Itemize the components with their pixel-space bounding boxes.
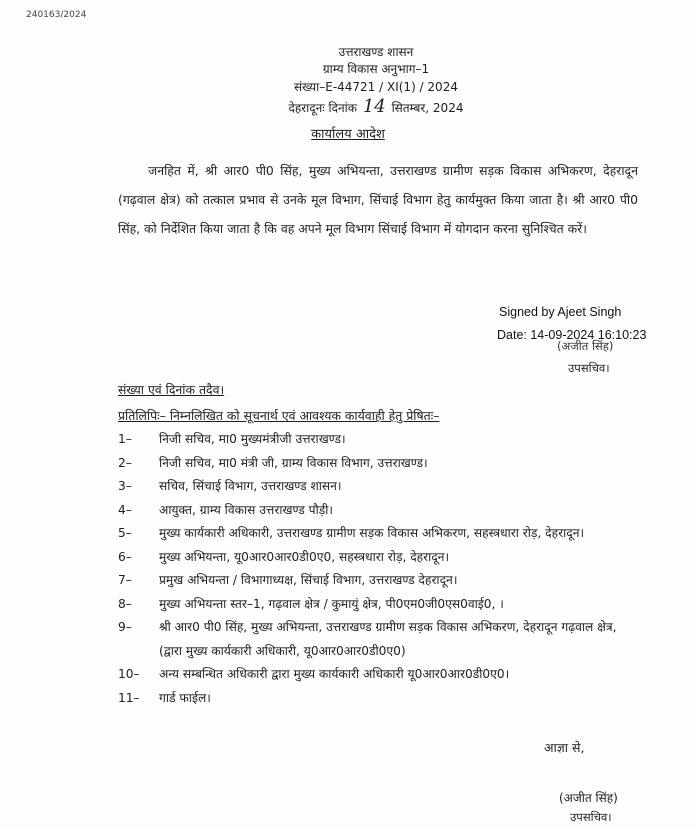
document-reference-number: 240163/2024: [26, 10, 87, 20]
digital-signature-name: Signed by Ajeet Singh: [499, 305, 622, 319]
list-item-number: 6–: [118, 549, 132, 564]
list-item: [118, 616, 638, 663]
document-title: कार्यालय आदेश: [311, 127, 385, 142]
date-day-handwritten: 14: [362, 96, 386, 117]
list-item-number: 1–: [118, 432, 132, 446]
list-item-number: 9–: [118, 620, 132, 634]
list-item-text: मुख्य अभियन्ता, यू0आर0आर0डी0ए0, सहस्त्रधारा रोड़, देहरादून।: [159, 549, 450, 564]
list-item-number: 5–: [118, 526, 132, 540]
list-item-number: 2–: [118, 455, 132, 470]
list-item: [118, 663, 638, 687]
header-letter-number: संख्या–E-44721 / XI(1) / 2024: [294, 80, 458, 94]
list-item-number: 4–: [118, 502, 132, 517]
list-item: [118, 569, 638, 593]
list-item: [118, 428, 638, 452]
list-item-text: सचिव, सिंचाई विभाग, उत्तराखण्ड शासन।: [159, 479, 342, 493]
list-item-text: प्रमुख अभियन्ता / विभागाध्यक्ष, सिंचाई विभाग, उत्तराखण्ड देहरादून।: [159, 573, 458, 587]
header-section: ग्राम्य विकास अनुभाग–1: [322, 62, 430, 76]
list-item-number: 8–: [118, 596, 132, 611]
list-item-number: 3–: [118, 479, 132, 493]
order-text: जनहित में, श्री आर0 पी0 सिंह, मुख्य अभियन्ता, उत्तराखण्ड ग्रामीण सड़क विकास अभिकरण, देहरादून (गढ़वाल क्षेत्र) को तत्काल प्रभाव से उनके मूल विभाग, सिंचाई विभाग हेतु कार्यमुक्त किया जाता है। श्री आर0 पी0 सिंह, को निर्देशित किया जाता है कि वह अपने मूल विभाग सिंचाई विभाग में योगदान करना सुनिश्चित करें।: [118, 163, 638, 236]
list-item-number: 11–: [118, 690, 140, 705]
signatory-designation-bottom: उपसचिव।: [570, 810, 612, 824]
list-item: [118, 452, 638, 476]
list-item: [118, 499, 638, 523]
list-item-number: 7–: [118, 573, 132, 587]
list-item: [118, 546, 638, 570]
order-by-line: आज्ञा से,: [544, 740, 585, 755]
list-item-text: आयुक्त, ग्राम्य विकास उत्तराखण्ड पौड़ी।: [159, 502, 334, 517]
date-prefix: देहरादूनः दिनांक: [288, 101, 358, 115]
signatory-designation: उपसचिव।: [568, 361, 610, 375]
list-item-text: निजी सचिव, मा0 मुख्यमंत्रीजी उत्तराखण्ड।: [159, 432, 346, 446]
header-government: उत्तराखण्ड शासन: [338, 45, 414, 59]
copy-to-list: [118, 428, 638, 710]
signatory-name: (अजीत सिंह): [557, 339, 614, 353]
list-item: [118, 475, 638, 499]
digital-signature-date: Date: 14-09-2024 16:10:23: [497, 328, 647, 342]
signatory-name-bottom: (अजीत सिंह): [559, 791, 618, 805]
reference-line: संख्या एवं दिनांक तदैव।: [118, 382, 225, 397]
list-item-text: श्री आर0 पी0 सिंह, मुख्य अभियन्ता, उत्तराखण्ड ग्रामीण सड़क विकास अभिकरण, देहरादून गढ़वाल क्षेत्र, (द्वारा मुख्य कार्यकारी अधिकारी, यू0आर0आर0डी0ए0): [159, 620, 617, 658]
list-item-text: मुख्य कार्यकारी अधिकारी, उत्तराखण्ड ग्रामीण सड़क विकास अभिकरण, सहस्त्रधारा रोड़, देहरादून।: [159, 526, 585, 540]
list-item: [118, 687, 638, 711]
list-item-text: गार्ड फाईल।: [159, 690, 211, 705]
list-item-text: अन्य सम्बन्धित अधिकारी द्वारा मुख्य कार्यकारी अधिकारी यू0आर0आर0डी0ए0।: [159, 667, 510, 681]
list-item-text: निजी सचिव, मा0 मंत्री जी, ग्राम्य विकास विभाग, उत्तराखण्ड।: [159, 455, 428, 470]
list-item: [118, 593, 638, 617]
copy-to-heading: प्रतिलिपिः– निम्नलिखित को सूचनार्थ एवं आवश्यक कार्यवाही हेतु प्रेषितः–: [118, 408, 440, 423]
date-suffix: सितम्बर, 2024: [391, 101, 464, 115]
header-date-line: [28, 96, 696, 117]
order-paragraph: [118, 156, 638, 243]
list-item: [118, 522, 638, 546]
list-item-text: मुख्य अभियन्ता स्तर–1, गढ़वाल क्षेत्र / कुमायुं क्षेत्र, पी0एम0जी0एस0वाई0, ।: [159, 596, 504, 611]
list-item-number: 10–: [118, 667, 140, 681]
